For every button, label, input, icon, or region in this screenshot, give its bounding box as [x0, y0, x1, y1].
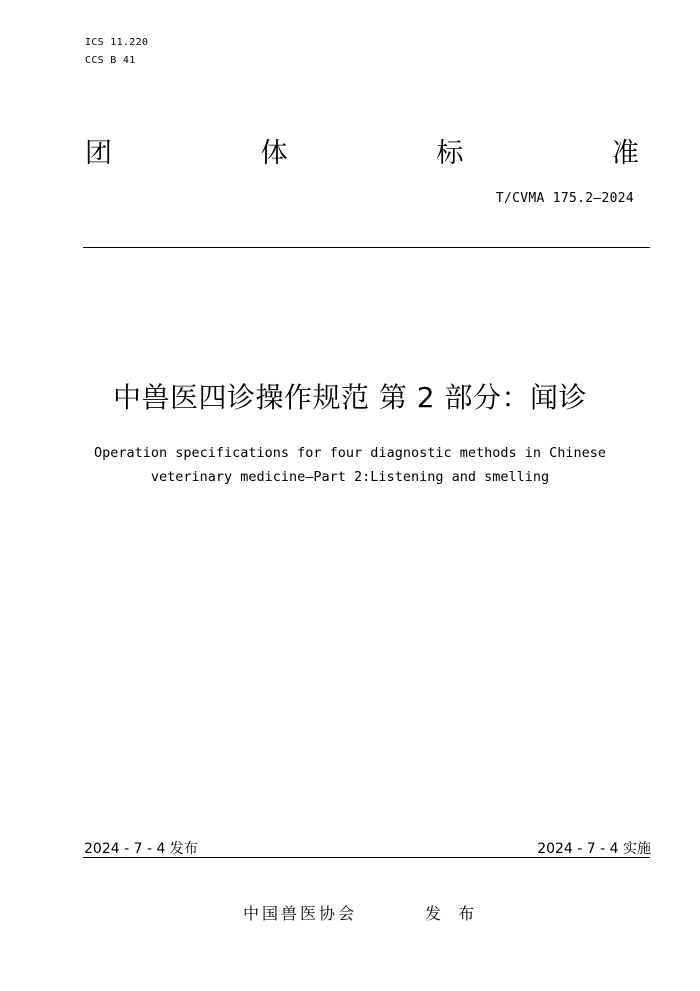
implement-date: 2024 - 7 - 4 实施	[537, 841, 651, 857]
document-title-en-line1: Operation specifications for four diagnostic methods in Chinese	[93, 445, 607, 461]
top-divider	[83, 247, 650, 248]
document-title-cn: 中兽医四诊操作规范 第 2 部分：闻诊	[112, 381, 588, 414]
standard-type-heading	[85, 137, 639, 171]
standard-type-char: 团	[85, 138, 112, 169]
standard-type-char: 标	[436, 138, 464, 169]
publisher-name: 中国兽医协会	[243, 904, 358, 923]
document-title-en	[40, 441, 660, 489]
standard-type-char: 体	[260, 138, 288, 169]
ics-code: ICS 11.220	[85, 37, 149, 48]
document-title-en-line2: veterinary medicine—Part 2:Listening and smelling	[150, 469, 550, 485]
ccs-code: CCS B 41	[85, 55, 136, 66]
publish-date: 2024 - 7 - 4 发布	[84, 841, 198, 857]
publish-label: 发 布	[425, 904, 481, 923]
standard-type-char: 准	[611, 138, 639, 169]
bottom-divider	[83, 857, 650, 858]
standard-number: T/CVMA 175.2—2024	[495, 191, 634, 206]
